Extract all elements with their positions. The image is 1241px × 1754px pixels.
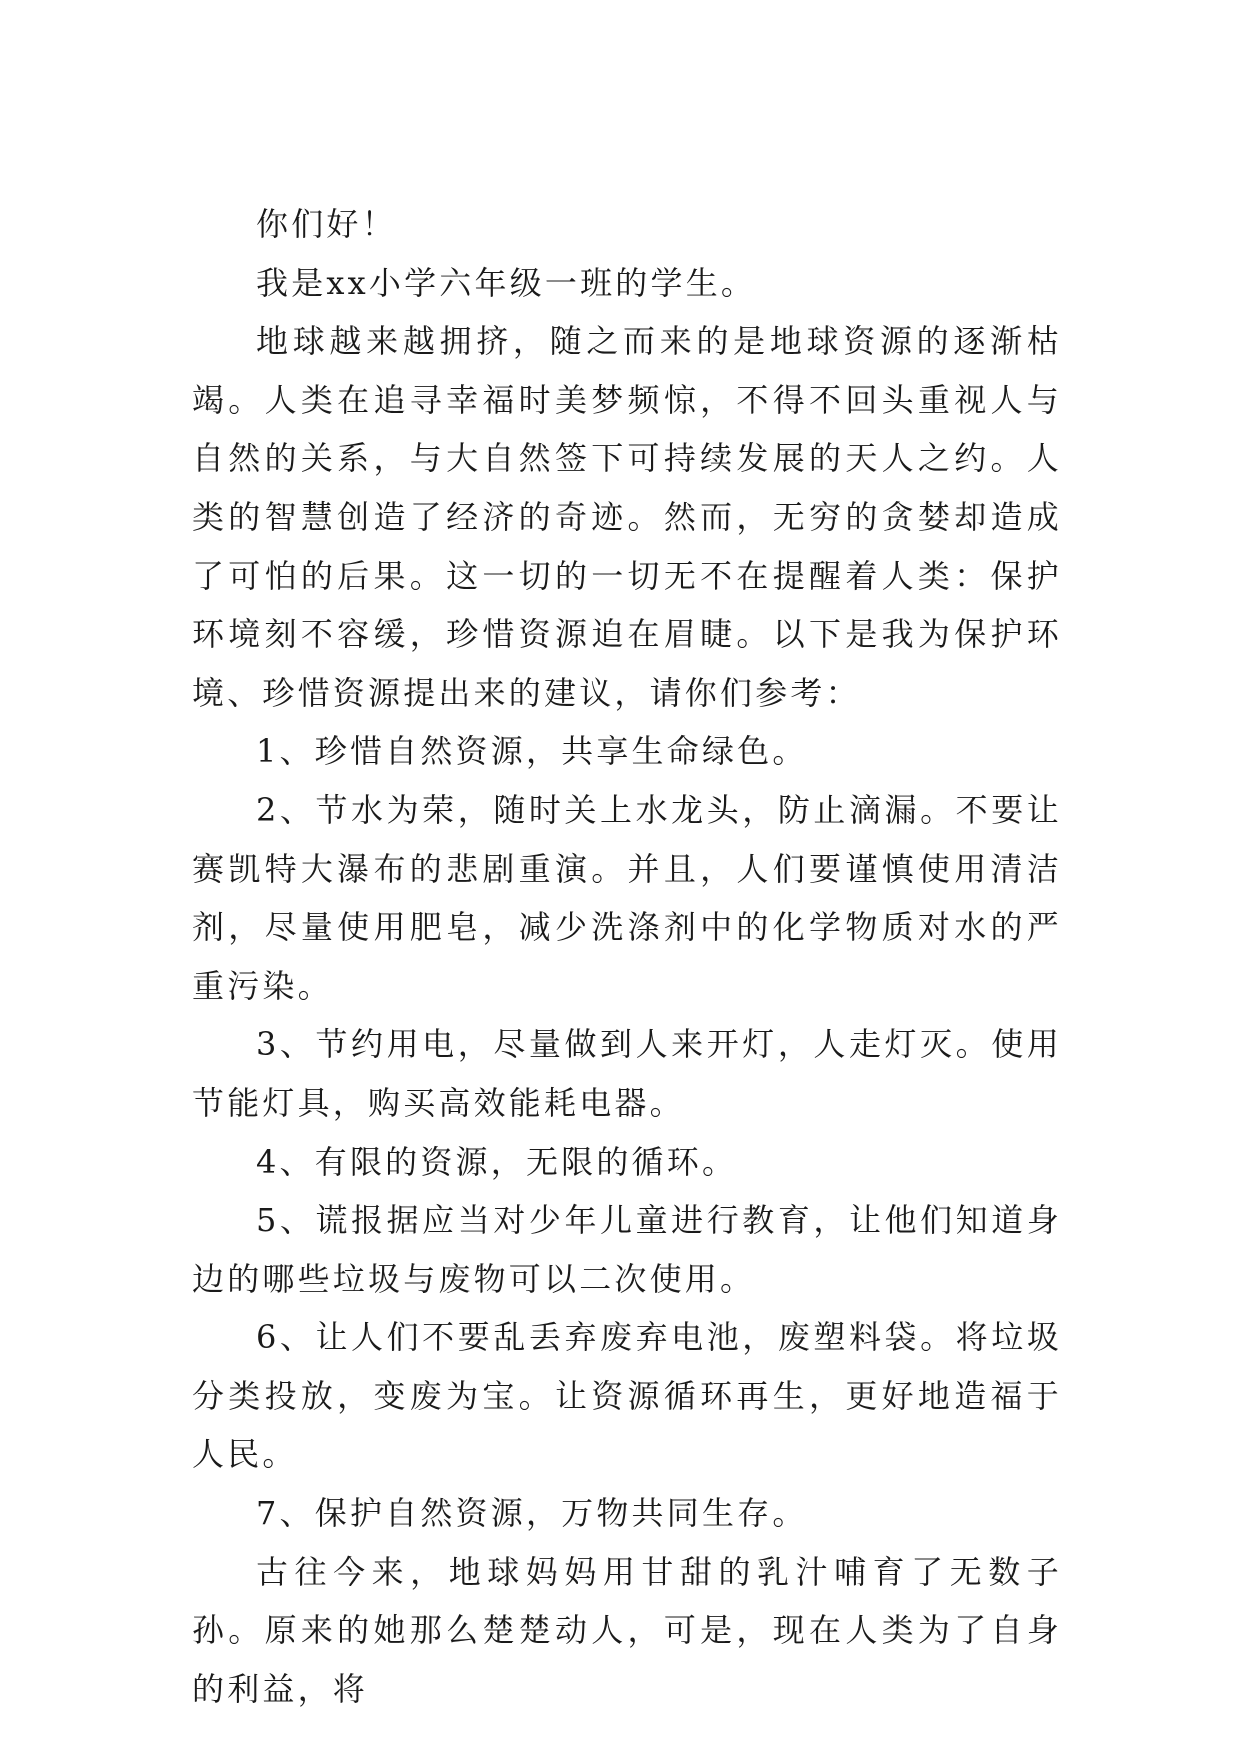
suggestion-5: 5、谎报据应当对少年儿童进行教育，让他们知道身边的哪些垃圾与废物可以二次使用。 (192, 1201, 1062, 1298)
suggestion-1: 1、珍惜自然资源，共享生命绿色。 (256, 732, 808, 771)
suggestion-7: 7、保护自然资源，万物共同生存。 (256, 1494, 808, 1533)
suggestion-4: 4、有限的资源，无限的循环。 (256, 1142, 738, 1181)
body-paragraph: 地球越来越拥挤，随之而来的是地球资源的逐渐枯竭。人类在追寻幸福时美梦频惊，不得不回头重视人与自然的关系，与大自然签下可持续发展的天人之约。人类的智慧创造了经济的奇迹。然而，无穷的贪婪却造成了可怕的后果。这一切的一切无不在提醒着人类：保护环境刻不容缓，珍惜资源迫在眉睫。以下是我为保护环境、珍惜资源提出来的建议，请你们参考： (192, 322, 1062, 712)
suggestion-3: 3、节约用电，尽量做到人来开灯，人走灯灭。使用节能灯具，购买高效能耗电器。 (192, 1025, 1062, 1122)
closing-paragraph: 古往今来，地球妈妈用甘甜的乳汁哺育了无数子孙。原来的她那么楚楚动人，可是，现在人类为了自身的利益，将 (192, 1552, 1062, 1708)
suggestion-2: 2、节水为荣，随时关上水龙头，防止滴漏。不要让赛凯特大瀑布的悲剧重演。并且，人们要谨慎使用清洁剂，尽量使用肥皂，减少洗涤剂中的化学物质对水的严重污染。 (192, 790, 1062, 1005)
greeting: 你们好！ (256, 205, 397, 243)
suggestion-6: 6、让人们不要乱丢弃废弃电池，废塑料袋。将垃圾分类投放，变废为宝。让资源循环再生，更好地造福于人民。 (192, 1318, 1062, 1474)
self-introduction: 我是xx小学六年级一班的学生。 (256, 263, 757, 302)
document-page (192, 195, 1062, 1718)
